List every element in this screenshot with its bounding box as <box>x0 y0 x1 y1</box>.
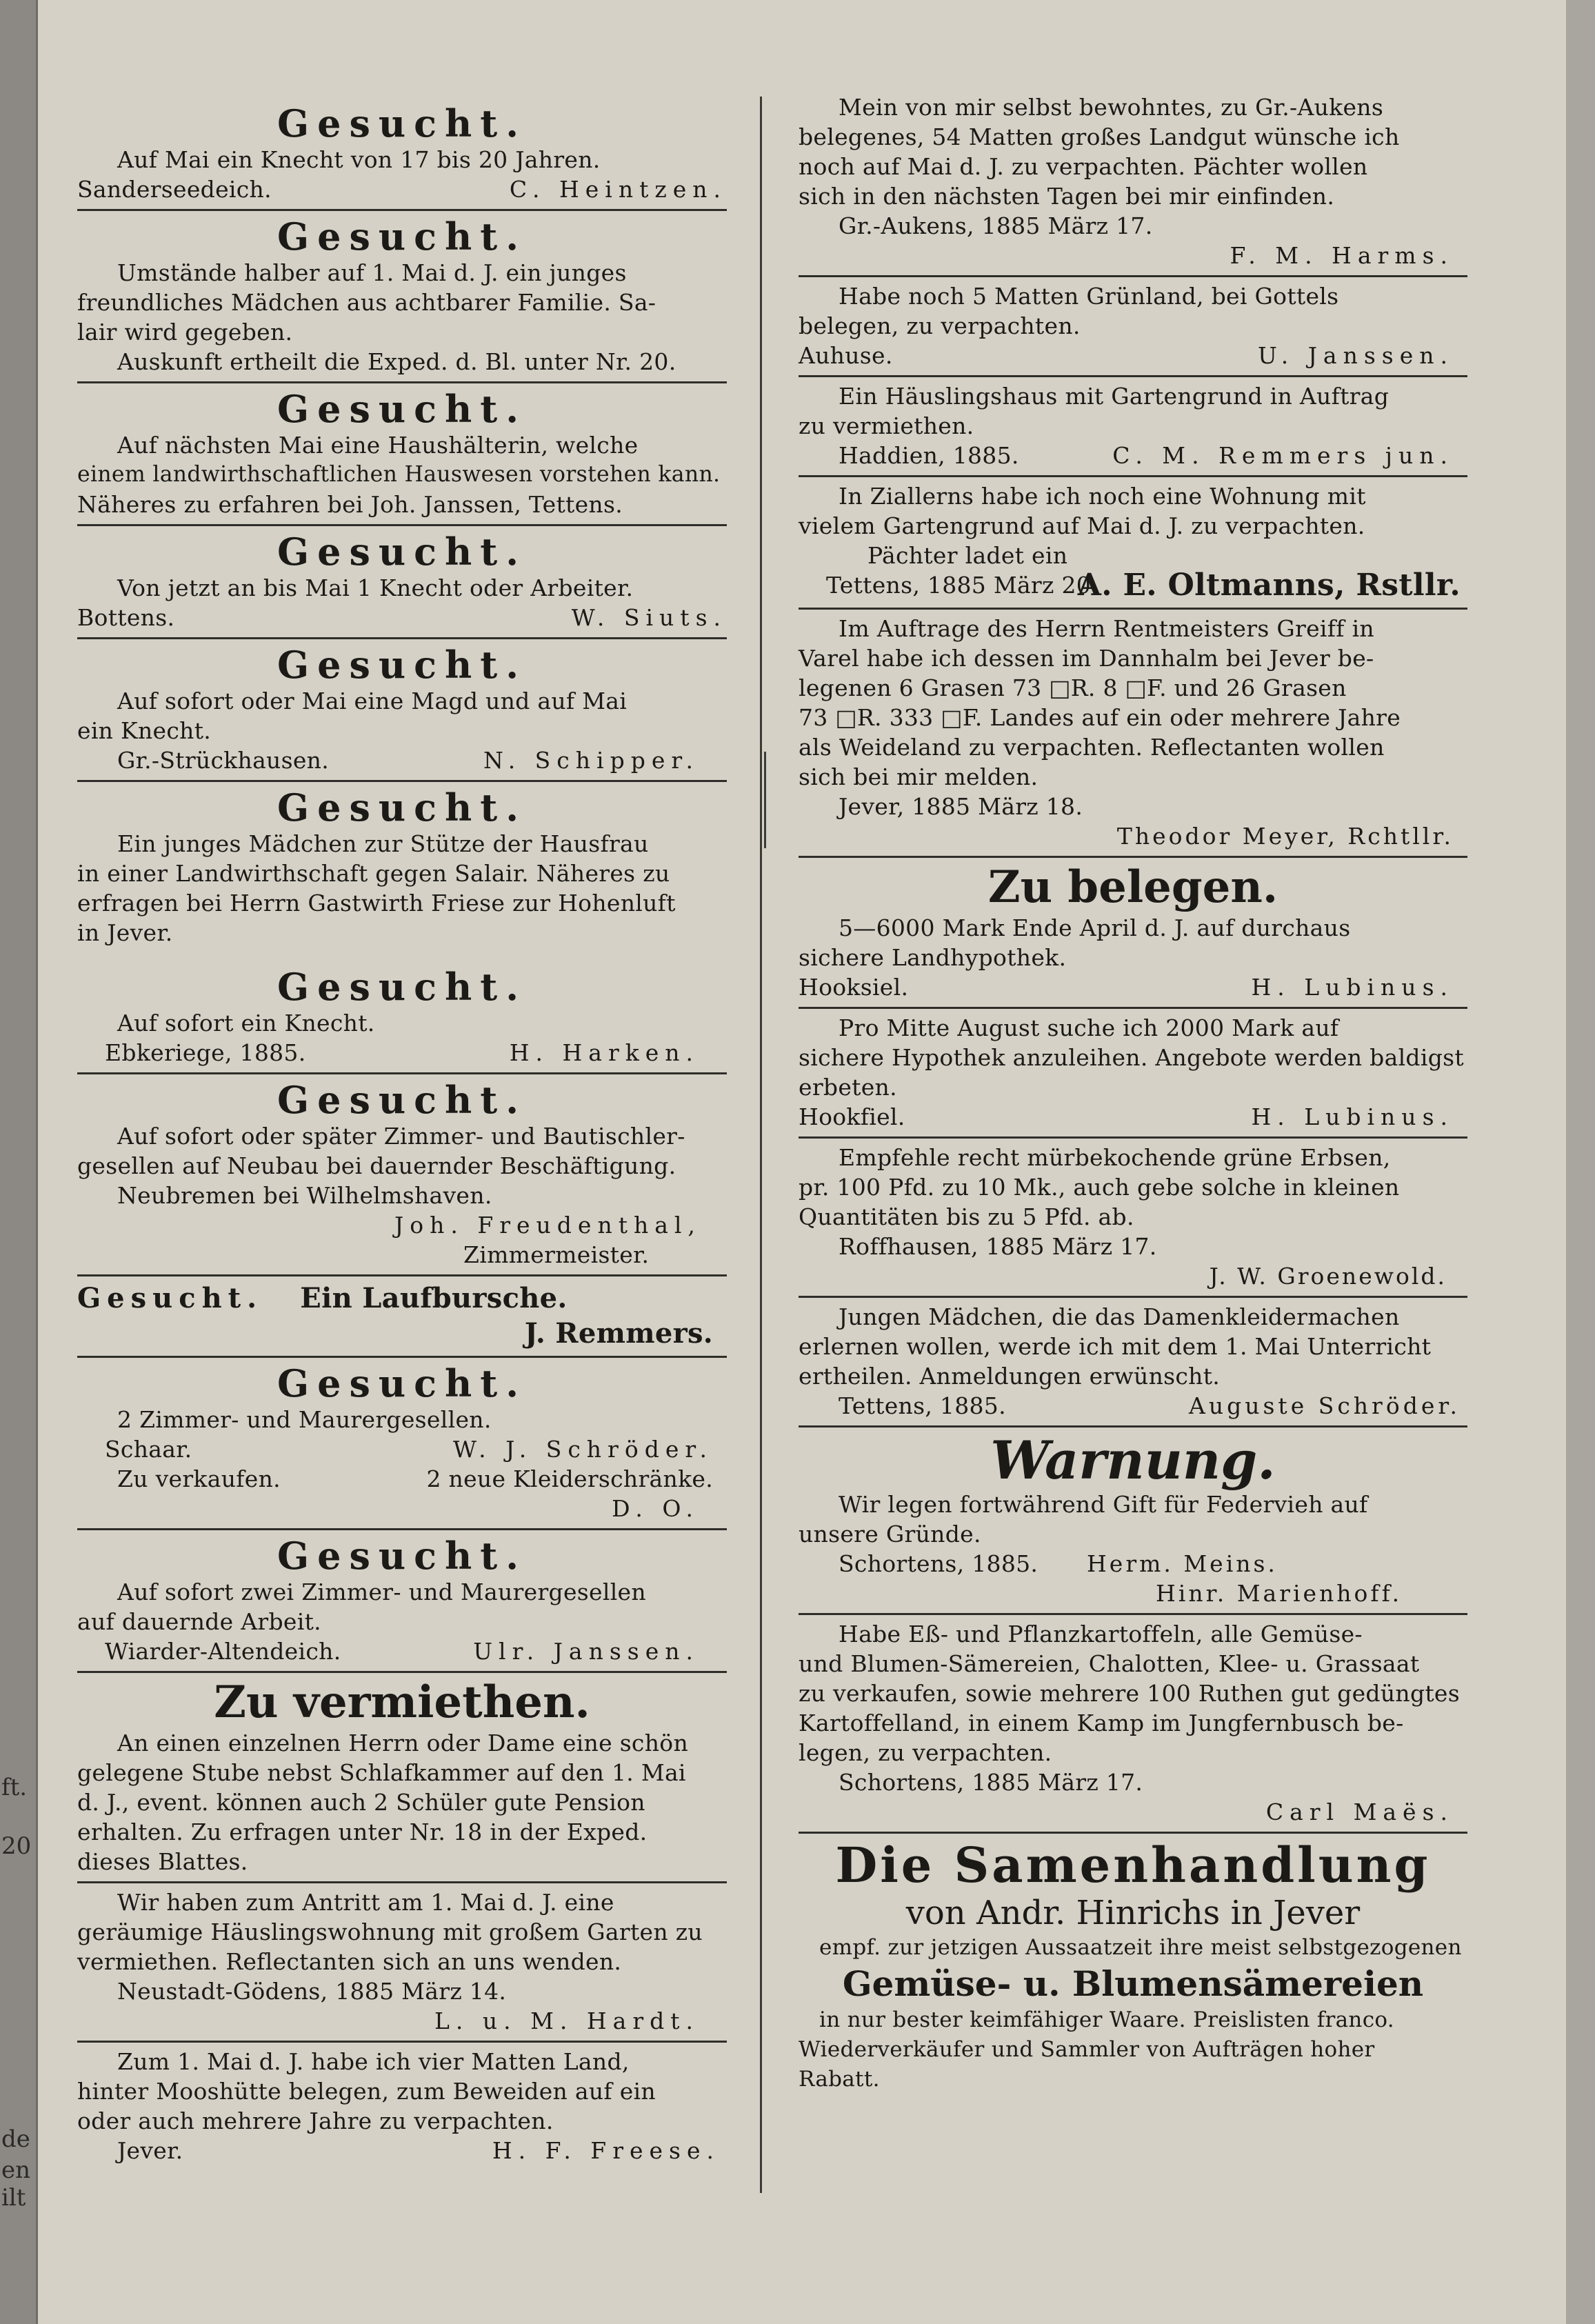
ad-place: Bottens. <box>77 604 175 631</box>
ad-date: Jever, 1885 März 18. <box>839 793 1083 820</box>
ad-zu-belegen <box>799 862 1467 1002</box>
ad-place: Haddien, 1885. <box>839 442 1019 469</box>
ad-date: Roffhausen, 1885 März 17. <box>839 1233 1157 1260</box>
ad-signature-line <box>77 745 727 775</box>
separator-rule <box>799 1613 1467 1615</box>
ad-text: legenen 6 Grasen 73 □R. 8 □F. und 26 Grasen <box>799 674 1347 701</box>
ad-signature-line <box>799 972 1467 1002</box>
ad-text: Wir haben zum Antritt am 1. Mai d. J. eine <box>117 1889 614 1916</box>
ad-heading: Gesucht. <box>277 785 528 830</box>
ad-heading: Die Samenhandlung <box>835 1836 1431 1894</box>
ad-text: Quantitäten bis zu 5 Pfd. ab. <box>799 1203 1134 1230</box>
ad-heading: Gesucht. <box>277 643 528 687</box>
separator-rule <box>799 275 1467 277</box>
right-column <box>799 92 1467 2094</box>
ad-heading: Gesucht. <box>277 965 528 1009</box>
separator-rule <box>799 1425 1467 1428</box>
ad-samenhandlung <box>799 1838 1467 2094</box>
ad-text: Auf sofort oder später Zimmer- und Bautischler- <box>117 1123 685 1150</box>
ad-place: Schortens, 1885. <box>839 1550 1039 1577</box>
ad-text: An einen einzelnen Herrn oder Dame eine schön <box>117 1730 688 1756</box>
ad-text: auf dauernde Arbeit. <box>77 1608 321 1635</box>
ad-knecht-bottens <box>77 530 727 632</box>
ad-sale-line <box>77 1464 727 1494</box>
ad-text: belegenes, 54 Matten großes Landgut wünsche ich <box>799 123 1400 150</box>
ad-text: einem landwirthschaftlichen Hauswesen vorstehen kann. <box>77 462 721 487</box>
ad-heading: Gesucht. <box>277 387 528 431</box>
ad-signature: L. u. M. Hardt. <box>434 2007 699 2034</box>
ad-text: Empfehle recht mürbekochende grüne Erbsen, <box>839 1144 1391 1171</box>
ad-matten-land <box>77 2047 727 2165</box>
ad-heading-secondary: Gemüse- u. Blumensämereien <box>842 1963 1424 2004</box>
ad-signature-line <box>799 1391 1467 1421</box>
ad-heading: Gesucht. <box>277 1534 528 1578</box>
ad-signature-line <box>799 441 1467 470</box>
ad-signature: Ulr. Janssen. <box>473 1638 699 1665</box>
ad-text: Jungen Mädchen, die das Damenkleidermachen <box>839 1303 1400 1330</box>
ad-text: erfragen bei Herrn Gastwirth Friese zur Hohenluft <box>77 890 676 916</box>
ad-text: Auf sofort oder Mai eine Magd und auf Mai <box>117 688 628 714</box>
separator-rule <box>799 475 1467 477</box>
ad-text: noch auf Mai d. J. zu verpachten. Pächter wollen <box>799 153 1368 180</box>
ad-signature-line <box>799 341 1467 370</box>
ad-signature: H. Lubinus. <box>1251 1103 1454 1130</box>
ad-heading: Gesucht. <box>277 1078 528 1122</box>
ad-text: Ein Häuslingshaus mit Gartengrund in Auftrag <box>839 383 1390 410</box>
ad-text: Wiederverkäufer und Sammler von Aufträgen hoher <box>799 2037 1375 2062</box>
ad-place: Sanderseedeich. <box>77 176 272 203</box>
ad-text: zu verkaufen, sowie mehrere 100 Ruthen gut gedüngtes <box>799 1680 1460 1707</box>
ad-text: Auf nächsten Mai eine Haushälterin, welche <box>117 432 639 459</box>
ad-text: Im Auftrage des Herrn Rentmeisters Greiff in <box>839 615 1374 642</box>
ad-text: sichere Hypothek anzuleihen. Angebote werden baldigst <box>799 1044 1464 1071</box>
separator-rule <box>799 1136 1467 1139</box>
ad-knecht-ebkeriege <box>77 965 727 1068</box>
ad-text: Von jetzt an bis Mai 1 Knecht oder Arbeiter. <box>117 574 634 601</box>
ad-signature-line <box>77 2136 727 2165</box>
ad-signature: C. Heintzen. <box>509 176 727 203</box>
ad-place: Gr.-Strückhausen. <box>117 747 330 774</box>
separator-rule <box>77 1881 727 1883</box>
ad-text: oder auch mehrere Jahre zu verpachten. <box>77 2107 554 2134</box>
ad-signature: N. Schipper. <box>483 747 699 774</box>
ad-text: legen, zu verpachten. <box>799 1739 1052 1766</box>
ad-text: lair wird gegeben. <box>77 319 293 345</box>
ad-haeuslingswohnung <box>77 1887 727 2036</box>
ad-signature: Theodor Meyer, Rchtllr. <box>1116 823 1454 850</box>
ad-heading: Gesucht. <box>77 1282 263 1314</box>
ad-text: belegen, zu verpachten. <box>799 312 1081 339</box>
ad-text: gelegene Stube nebst Schlafkammer auf den 1. Mai <box>77 1759 686 1786</box>
ad-haushaelterin <box>77 388 727 519</box>
ad-date: Gr.-Aukens, 1885 März 17. <box>839 212 1153 239</box>
ad-text: erlernen wollen, werde ich mit dem 1. Mai Unterricht <box>799 1333 1432 1360</box>
ad-text: Varel habe ich dessen im Dannhalm bei Jever be- <box>799 645 1374 672</box>
ad-signature: H. F. Freese. <box>492 2137 720 2164</box>
ad-text: Auf sofort zwei Zimmer- und Maurergesellen <box>117 1579 646 1605</box>
ad-heading: Zu vermiethen. <box>214 1676 590 1728</box>
separator-rule <box>799 1832 1467 1834</box>
edge-fragment: 20 <box>1 1832 32 1860</box>
ad-text: Pro Mitte August suche ich 2000 Mark auf <box>839 1014 1339 1041</box>
ad-signature: Auguste Schröder. <box>1189 1392 1461 1419</box>
column-divider-fragment <box>764 752 766 848</box>
ad-heading: Zu belegen. <box>987 861 1278 913</box>
ad-text: Näheres zu erfahren bei Joh. Janssen, Tettens. <box>77 491 623 518</box>
ad-text: Rabatt. <box>799 2067 880 2092</box>
ad-text: Auf sofort ein Knecht. <box>117 1010 375 1036</box>
separator-rule <box>799 1007 1467 1009</box>
ad-text: erhalten. Zu erfragen unter Nr. 18 in der Exped. <box>77 1819 648 1845</box>
ad-text: 73 □R. 333 □F. Landes auf ein oder mehrere Jahre <box>799 704 1401 731</box>
ad-text: vielem Gartengrund auf Mai d. J. zu verpachten. <box>799 512 1365 539</box>
ad-signature: Herm. Meins. <box>1087 1550 1278 1577</box>
ad-text: unsere Gründe. <box>799 1521 981 1547</box>
ad-text: und Blumen-Sämereien, Chalotten, Klee- u. Grassaat <box>799 1650 1420 1677</box>
separator-rule <box>77 2041 727 2043</box>
ad-text: hinter Mooshütte belegen, zum Beweiden auf ein <box>77 2078 656 2105</box>
ad-text: In Ziallerns habe ich noch eine Wohnung mit <box>839 483 1366 510</box>
ad-haeuslingshaus <box>799 381 1467 470</box>
separator-rule <box>77 637 727 639</box>
ad-date: Tettens, 1885 März 20. <box>826 572 1099 599</box>
ad-place: Hooksiel. <box>799 974 909 1001</box>
ad-heading: Gesucht. <box>277 214 528 259</box>
ad-text: Zum 1. Mai d. J. habe ich vier Matten Land, <box>117 2048 630 2075</box>
ad-signature: W. Siuts. <box>571 604 727 631</box>
ad-maurergesellen-wiarden <box>77 1534 727 1666</box>
ad-signature: Joh. Freudenthal, <box>394 1212 701 1239</box>
ad-text: gesellen auf Neubau bei dauernder Beschäftigung. <box>77 1152 676 1179</box>
separator-rule <box>799 856 1467 858</box>
separator-rule <box>77 381 727 383</box>
ad-signature: F. M. Harms. <box>1230 242 1454 269</box>
ad-text: sich in den nächsten Tagen bei mir einfinden. <box>799 183 1335 210</box>
column-divider <box>760 97 762 2193</box>
separator-rule <box>77 1356 727 1358</box>
ad-heading: Gesucht. <box>277 530 528 574</box>
ad-laufbursche <box>77 1281 727 1351</box>
ad-text: als Weideland zu verpachten. Reflectanten wollen <box>799 734 1385 761</box>
separator-rule <box>77 209 727 211</box>
ad-erbsen <box>799 1143 1467 1291</box>
ad-signature-line <box>77 174 727 204</box>
ad-gruenland-gottels <box>799 281 1467 370</box>
ad-warnung <box>799 1432 1467 1608</box>
ad-date: Schortens, 1885 März 17. <box>839 1769 1143 1796</box>
ad-subheading: von Andr. Hinrichs in Jever <box>905 1894 1361 1932</box>
ad-text: in nur bester keimfähiger Waare. Preislisten franco. <box>819 2007 1394 2032</box>
ad-place: Hookfiel. <box>799 1103 905 1130</box>
ad-magd <box>77 643 727 775</box>
ad-text: dieses Blattes. <box>77 1848 248 1875</box>
ad-signature: H. Lubinus. <box>1251 974 1454 1001</box>
ad-landgut-aukens <box>799 92 1467 270</box>
ad-text: vermiethen. Reflectanten sich an uns wenden. <box>77 1948 622 1975</box>
ad-text: Kartoffelland, in einem Kamp im Jungfernbusch be- <box>799 1710 1404 1736</box>
ad-signature-line <box>799 1549 1467 1579</box>
ad-place: Wiarder-Altendeich. <box>105 1638 341 1665</box>
ad-wohnung-ziallerns <box>799 481 1467 603</box>
ad-damenkleidermachen <box>799 1302 1467 1421</box>
ad-hypothek <box>799 1013 1467 1132</box>
ad-text: d. J., event. können auch 2 Schüler gute Pension <box>77 1789 645 1816</box>
ad-sale-label: Zu verkaufen. <box>117 1465 281 1492</box>
ad-signature: Hinr. Marienhoff. <box>1156 1580 1403 1607</box>
ad-signature-line <box>799 1102 1467 1132</box>
separator-rule <box>799 375 1467 377</box>
ad-place: Jever. <box>117 2137 183 2164</box>
ad-text: in Jever. <box>77 919 173 946</box>
ad-signature: A. E. Oltmanns, Rstllr. <box>1077 568 1461 603</box>
ad-heading-line <box>77 1281 727 1316</box>
ad-subheading: Ein Laufbursche. <box>300 1282 568 1314</box>
ad-signature-line <box>77 1636 727 1666</box>
separator-rule <box>799 608 1467 610</box>
ad-signature: H. Harken. <box>509 1039 699 1066</box>
ad-signature: U. Janssen. <box>1257 342 1454 369</box>
edge-fragment: de <box>1 2125 30 2153</box>
ad-signature-line <box>77 1038 727 1068</box>
ad-kartoffeln <box>799 1619 1467 1827</box>
ad-maurergesellen-schaar <box>77 1362 727 1523</box>
ad-text: geräumige Häuslingswohnung mit großem Garten zu <box>77 1919 703 1945</box>
edge-fragment: ilt <box>1 2184 26 2212</box>
ad-place: Schaar. <box>105 1436 192 1463</box>
ad-place: Auhuse. <box>799 342 893 369</box>
ad-heading: Gesucht. <box>277 1361 528 1405</box>
ad-place: Tettens, 1885. <box>839 1392 1006 1419</box>
ad-text: freundliches Mädchen aus achtbarer Familie. Sa- <box>77 289 656 316</box>
ad-text: zu vermiethen. <box>799 412 974 439</box>
ad-text: sich bei mir melden. <box>799 763 1039 790</box>
ad-text: erbeten. <box>799 1074 897 1101</box>
separator-rule <box>77 1274 727 1276</box>
ad-text: Auskunft ertheilt die Exped. d. Bl. unter Nr. 20. <box>117 348 676 375</box>
separator-rule <box>77 780 727 782</box>
ad-text: Auf Mai ein Knecht von 17 bis 20 Jahren. <box>117 146 601 173</box>
ad-text: ertheilen. Anmeldungen erwünscht. <box>799 1363 1221 1390</box>
ad-text: Habe noch 5 Matten Grünland, bei Gottels <box>839 283 1339 310</box>
separator-rule <box>77 524 727 526</box>
ad-zu-vermiethen-stube <box>77 1677 727 1876</box>
ad-text: ein Knecht. <box>77 717 212 744</box>
ad-sale-item: 2 neue Kleiderschränke. <box>426 1465 713 1492</box>
ad-signature: D. O. <box>612 1495 699 1522</box>
ad-signature: W. J. Schröder. <box>452 1436 713 1463</box>
ad-text: Neubremen bei Wilhelmshaven. <box>117 1182 492 1209</box>
edge-fragment: en <box>1 2156 31 2184</box>
ad-text: sichere Landhypothek. <box>799 944 1067 971</box>
ad-weideland-dannhalm <box>799 614 1467 851</box>
separator-rule <box>77 1528 727 1530</box>
ad-signature: Carl Maës. <box>1265 1799 1454 1825</box>
ad-text: Mein von mir selbst bewohntes, zu Gr.-Aukens <box>839 94 1384 121</box>
ad-place: Ebkeriege, 1885. <box>105 1039 306 1066</box>
separator-rule <box>77 1072 727 1074</box>
edge-fragment: ft. <box>1 1774 28 1801</box>
adjacent-page-edge <box>0 0 38 2324</box>
left-column <box>77 102 727 2165</box>
ad-signature: J. Remmers. <box>524 1317 713 1350</box>
ad-signature: J. W. Groenewold. <box>1209 1263 1447 1290</box>
ad-text: Umstände halber auf 1. Mai d. J. ein junges <box>117 259 627 286</box>
ad-text: empf. zur jetzigen Aussaatzeit ihre meist selbstgezogenen <box>819 1935 1462 1960</box>
ad-maedchen <box>77 215 727 377</box>
ad-heading: Gesucht. <box>277 101 528 146</box>
ad-text: 5—6000 Mark Ende April d. J. auf durchaus <box>839 914 1351 941</box>
page-margin-strip <box>1566 0 1595 2324</box>
ad-text: Habe Eß- und Pflanzkartoffeln, alle Gemüse- <box>839 1621 1363 1647</box>
ad-text: Pächter ladet ein <box>867 542 1068 569</box>
ad-text: pr. 100 Pfd. zu 10 Mk., auch gebe solche in kleinen <box>799 1174 1400 1201</box>
ad-text: Ein junges Mädchen zur Stütze der Hausfrau <box>117 830 649 857</box>
ad-knecht-sanderseedeich <box>77 102 727 204</box>
ad-heading: Warnung. <box>990 1430 1276 1491</box>
ad-text: 2 Zimmer- und Maurergesellen. <box>117 1406 492 1433</box>
ad-signature-title: Zimmermeister. <box>463 1241 650 1268</box>
ad-signature: C. M. Remmers jun. <box>1112 442 1454 469</box>
ad-text: in einer Landwirthschaft gegen Salair. Näheres zu <box>77 860 670 887</box>
ad-tischlergesellen <box>77 1079 727 1270</box>
separator-rule <box>799 1296 1467 1298</box>
ad-signature-line <box>77 1434 727 1464</box>
ad-signature-line <box>77 603 727 632</box>
separator-rule <box>77 1671 727 1673</box>
ad-stuetze-hausfrau <box>77 786 727 948</box>
ad-date: Neustadt-Gödens, 1885 März 14. <box>117 1978 507 2005</box>
ad-text: Wir legen fortwährend Gift für Federvieh auf <box>839 1491 1368 1518</box>
